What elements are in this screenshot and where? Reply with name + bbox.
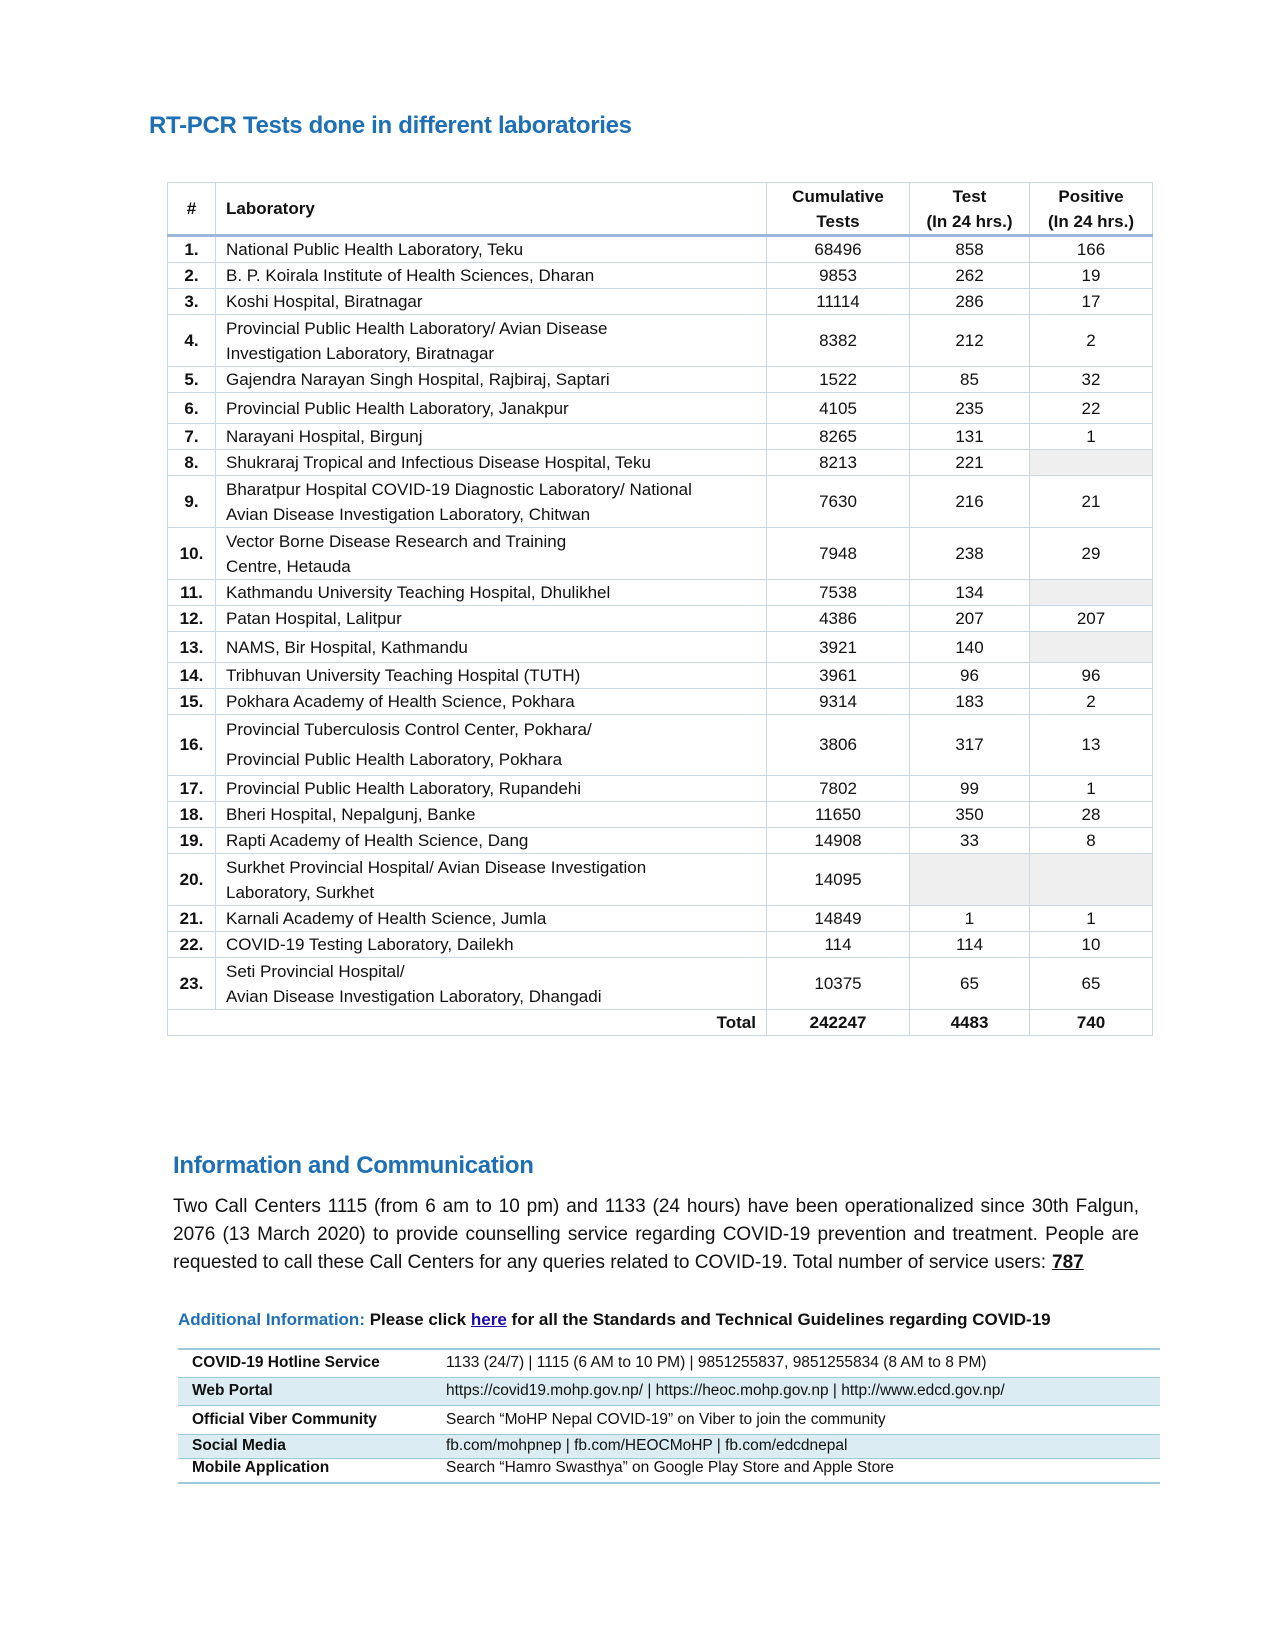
laboratory-name: Narayani Hospital, Birgunj: [216, 424, 767, 450]
header-line: Tests: [816, 211, 860, 231]
tests-24h: 65: [910, 958, 1030, 1010]
positive-24h: 10: [1030, 932, 1153, 958]
positive-24h: 166: [1030, 236, 1153, 263]
cumulative-tests: 8213: [767, 450, 910, 476]
laboratory-name: National Public Health Laboratory, Teku: [216, 236, 767, 263]
cumulative-tests: 3921: [767, 632, 910, 663]
laboratory-name-line: Seti Provincial Hospital/: [226, 961, 405, 981]
additional-info-pre: Please click: [369, 1310, 467, 1329]
laboratory-name: [216, 715, 767, 776]
laboratory-name: Koshi Hospital, Biratnagar: [216, 289, 767, 315]
info-key: Official Viber Community: [192, 1410, 377, 1428]
info-value: https://covid19.mohp.gov.np/ | https://heoc.mohp.gov.np | http://www.edcd.gov.np/: [432, 1377, 1160, 1405]
info-value: fb.com/mohpnep | fb.com/HEOCMoHP | fb.com/edcdnepal: [432, 1434, 1160, 1458]
table-row: [168, 958, 1153, 1010]
paragraph-text: Two Call Centers 1115 (from 6 am to 10 pm) and 1133 (24 hours) have been operationalized since 30th Falgun, 2076 (13 March 2020) to provide counselling service regarding COVID-19 prevention and treatment. People are requested to call these Call Centers for any queries related to COVID-19. Total number of service users:: [173, 1196, 1139, 1273]
table-row: [168, 689, 1153, 715]
table-row: [168, 450, 1153, 476]
table-row: [168, 906, 1153, 932]
cumulative-tests: 7630: [767, 476, 910, 528]
positive-24h: 65: [1030, 958, 1153, 1010]
row-number: 6.: [168, 393, 216, 424]
cumulative-tests: 8265: [767, 424, 910, 450]
row-number: 7.: [168, 424, 216, 450]
contact-info-table: [178, 1348, 1160, 1484]
info-row-web-portal: [178, 1377, 1160, 1405]
row-number: 12.: [168, 606, 216, 632]
positive-24h: 1: [1030, 424, 1153, 450]
laboratory-name-line: Provincial Tuberculosis Control Center, Pokhara/: [226, 720, 592, 739]
laboratory-tests-table: [167, 182, 1153, 1036]
positive-24h: 32: [1030, 367, 1153, 393]
laboratory-name: [216, 476, 767, 528]
total-positive-24h: 740: [1030, 1010, 1153, 1036]
positive-24h: 8: [1030, 828, 1153, 854]
row-number: 20.: [168, 854, 216, 906]
tests-24h: 286: [910, 289, 1030, 315]
row-number: 15.: [168, 689, 216, 715]
positive-24h-empty: [1030, 450, 1153, 476]
laboratory-name: Pokhara Academy of Health Science, Pokhara: [216, 689, 767, 715]
row-number: 9.: [168, 476, 216, 528]
positive-24h: 21: [1030, 476, 1153, 528]
laboratory-name: Rapti Academy of Health Science, Dang: [216, 828, 767, 854]
cumulative-tests: 8382: [767, 315, 910, 367]
positive-24h-empty: [1030, 632, 1153, 663]
additional-information: [178, 1310, 1051, 1330]
cumulative-tests: 7538: [767, 580, 910, 606]
cumulative-tests: 7802: [767, 776, 910, 802]
tests-24h: 114: [910, 932, 1030, 958]
positive-24h: 1: [1030, 776, 1153, 802]
laboratory-name: B. P. Koirala Institute of Health Sciences, Dharan: [216, 263, 767, 289]
header-line: Test: [952, 186, 987, 206]
table-row: [168, 393, 1153, 424]
info-row-hotline: [178, 1349, 1160, 1377]
table-row: [168, 932, 1153, 958]
total-row: [168, 1010, 1153, 1036]
cumulative-tests: 7948: [767, 528, 910, 580]
header-line: (In 24 hrs.): [926, 211, 1013, 231]
tests-24h: 221: [910, 450, 1030, 476]
laboratory-name-line: Centre, Hetauda: [226, 556, 351, 576]
column-header-test-24h: [910, 183, 1030, 236]
header-line: Cumulative: [792, 186, 884, 206]
cumulative-tests: 11650: [767, 802, 910, 828]
header-line: (In 24 hrs.): [1048, 211, 1134, 231]
row-number: 5.: [168, 367, 216, 393]
row-number: 1.: [168, 236, 216, 263]
row-number: 10.: [168, 528, 216, 580]
tests-24h: 131: [910, 424, 1030, 450]
table-row: [168, 776, 1153, 802]
laboratory-name-line: Bharatpur Hospital COVID-19 Diagnostic Laboratory/ National: [226, 479, 692, 499]
section-title-rt-pcr: RT-PCR Tests done in different laboratories: [149, 112, 632, 139]
info-row-viber: [178, 1405, 1160, 1434]
cumulative-tests: 3961: [767, 663, 910, 689]
total-cumulative-tests: 242247: [767, 1010, 910, 1036]
info-value: Search “MoHP Nepal COVID-19” on Viber to join the community: [446, 1410, 886, 1428]
section-title-information-communication: Information and Communication: [173, 1152, 534, 1179]
row-number: 14.: [168, 663, 216, 689]
laboratory-name-line: Vector Borne Disease Research and Training: [226, 531, 567, 551]
laboratory-name: [216, 315, 767, 367]
cumulative-tests: 14849: [767, 906, 910, 932]
row-number: 11.: [168, 580, 216, 606]
tests-24h: 183: [910, 689, 1030, 715]
row-number: 8.: [168, 450, 216, 476]
laboratory-name: Karnali Academy of Health Science, Jumla: [216, 906, 767, 932]
additional-info-label: Additional Information:: [178, 1310, 365, 1329]
laboratory-name-line: Investigation Laboratory, Biratnagar: [226, 343, 495, 363]
tests-24h: 317: [910, 715, 1030, 776]
cumulative-tests: 9853: [767, 263, 910, 289]
positive-24h-empty: [1030, 854, 1153, 906]
table-row: [168, 606, 1153, 632]
laboratory-name: COVID-19 Testing Laboratory, Dailekh: [216, 932, 767, 958]
cumulative-tests: 4105: [767, 393, 910, 424]
laboratory-name: NAMS, Bir Hospital, Kathmandu: [216, 632, 767, 663]
table-row: [168, 828, 1153, 854]
info-row-mobile-app: [178, 1458, 1160, 1483]
table-row: [168, 263, 1153, 289]
tests-24h: 134: [910, 580, 1030, 606]
positive-24h: 1: [1030, 906, 1153, 932]
info-value: 1133 (24/7) | 1115 (6 AM to 10 PM) | 9851255837, 9851255834 (8 AM to 8 PM): [446, 1354, 987, 1372]
row-number: 4.: [168, 315, 216, 367]
tests-24h: 350: [910, 802, 1030, 828]
tests-24h: 1: [910, 906, 1030, 932]
positive-24h: 29: [1030, 528, 1153, 580]
cumulative-tests: 14908: [767, 828, 910, 854]
info-key: COVID-19 Hotline Service: [192, 1354, 380, 1372]
tests-24h: 99: [910, 776, 1030, 802]
guidelines-link[interactable]: here: [470, 1310, 507, 1329]
additional-info-post: for all the Standards and Technical Guidelines regarding COVID-19: [511, 1310, 1051, 1329]
tests-24h: 33: [910, 828, 1030, 854]
tests-24h: 212: [910, 315, 1030, 367]
call-center-paragraph: [173, 1193, 1139, 1277]
table-row: [168, 424, 1153, 450]
row-number: 19.: [168, 828, 216, 854]
row-number: 22.: [168, 932, 216, 958]
tests-24h-empty: [910, 854, 1030, 906]
column-header-number: #: [168, 183, 216, 236]
laboratory-name-line: Avian Disease Investigation Laboratory, Dhangadi: [226, 986, 602, 1006]
total-tests-24h: 4483: [910, 1010, 1030, 1036]
positive-24h: 207: [1030, 606, 1153, 632]
positive-24h-empty: [1030, 580, 1153, 606]
laboratory-name: Gajendra Narayan Singh Hospital, Rajbiraj, Saptari: [216, 367, 767, 393]
row-number: 2.: [168, 263, 216, 289]
total-label: Total: [168, 1010, 767, 1036]
positive-24h: 28: [1030, 802, 1153, 828]
laboratory-name: Kathmandu University Teaching Hospital, Dhulikhel: [216, 580, 767, 606]
laboratory-name-line: Laboratory, Surkhet: [226, 882, 375, 902]
positive-24h: 13: [1030, 715, 1153, 776]
cumulative-tests: 3806: [767, 715, 910, 776]
table-row: [168, 715, 1153, 776]
row-number: 17.: [168, 776, 216, 802]
row-number: 21.: [168, 906, 216, 932]
tests-24h: 858: [910, 236, 1030, 263]
row-number: 3.: [168, 289, 216, 315]
positive-24h: 19: [1030, 263, 1153, 289]
positive-24h: 22: [1030, 393, 1153, 424]
positive-24h: 2: [1030, 315, 1153, 367]
table-row: [168, 315, 1153, 367]
tests-24h: 96: [910, 663, 1030, 689]
table-row: [168, 854, 1153, 906]
cumulative-tests: 1522: [767, 367, 910, 393]
table-row: [168, 528, 1153, 580]
laboratory-name: Patan Hospital, Lalitpur: [216, 606, 767, 632]
laboratory-name-line: Provincial Public Health Laboratory, Pokhara: [226, 750, 563, 769]
row-number: 16.: [168, 715, 216, 776]
info-key: Social Media: [178, 1434, 432, 1458]
table-row: [168, 236, 1153, 263]
cumulative-tests: 10375: [767, 958, 910, 1010]
cumulative-tests: 14095: [767, 854, 910, 906]
positive-24h: 17: [1030, 289, 1153, 315]
table-row: [168, 802, 1153, 828]
table-row: [168, 632, 1153, 663]
header-line: Positive: [1058, 186, 1124, 206]
laboratory-name: Shukraraj Tropical and Infectious Disease Hospital, Teku: [216, 450, 767, 476]
laboratory-name: Provincial Public Health Laboratory, Janakpur: [216, 393, 767, 424]
column-header-laboratory: Laboratory: [216, 183, 767, 236]
tests-24h: 207: [910, 606, 1030, 632]
positive-24h: 2: [1030, 689, 1153, 715]
laboratory-name: Tribhuvan University Teaching Hospital (TUTH): [216, 663, 767, 689]
cumulative-tests: 68496: [767, 236, 910, 263]
table-row: [168, 367, 1153, 393]
tests-24h: 262: [910, 263, 1030, 289]
laboratory-name: Provincial Public Health Laboratory, Rupandehi: [216, 776, 767, 802]
positive-24h: 96: [1030, 663, 1153, 689]
table-row: [168, 289, 1153, 315]
row-number: 13.: [168, 632, 216, 663]
table-row: [168, 476, 1153, 528]
cumulative-tests: 4386: [767, 606, 910, 632]
info-key: Web Portal: [178, 1377, 432, 1405]
table-header-row: [168, 183, 1153, 236]
laboratory-name: [216, 528, 767, 580]
cumulative-tests: 114: [767, 932, 910, 958]
tests-24h: 235: [910, 393, 1030, 424]
row-number: 18.: [168, 802, 216, 828]
info-row-social-media: [178, 1434, 1160, 1458]
laboratory-name: [216, 854, 767, 906]
laboratory-name-line: Avian Disease Investigation Laboratory, Chitwan: [226, 504, 591, 524]
laboratory-name-line: Provincial Public Health Laboratory/ Avian Disease: [226, 318, 608, 338]
tests-24h: 85: [910, 367, 1030, 393]
table-row: [168, 580, 1153, 606]
cumulative-tests: 9314: [767, 689, 910, 715]
row-number: 23.: [168, 958, 216, 1010]
column-header-cumulative-tests: [767, 183, 910, 236]
info-key: Mobile Application: [192, 1458, 330, 1476]
tests-24h: 238: [910, 528, 1030, 580]
table-row: [168, 663, 1153, 689]
laboratory-name: [216, 958, 767, 1010]
info-value: Search “Hamro Swasthya” on Google Play Store and Apple Store: [446, 1458, 895, 1476]
service-users-count: 787: [1052, 1252, 1084, 1273]
cumulative-tests: 11114: [767, 289, 910, 315]
column-header-positive-24h: [1030, 183, 1153, 236]
laboratory-name: Bheri Hospital, Nepalgunj, Banke: [216, 802, 767, 828]
tests-24h: 216: [910, 476, 1030, 528]
laboratory-name-line: Surkhet Provincial Hospital/ Avian Disease Investigation: [226, 857, 647, 877]
tests-24h: 140: [910, 632, 1030, 663]
